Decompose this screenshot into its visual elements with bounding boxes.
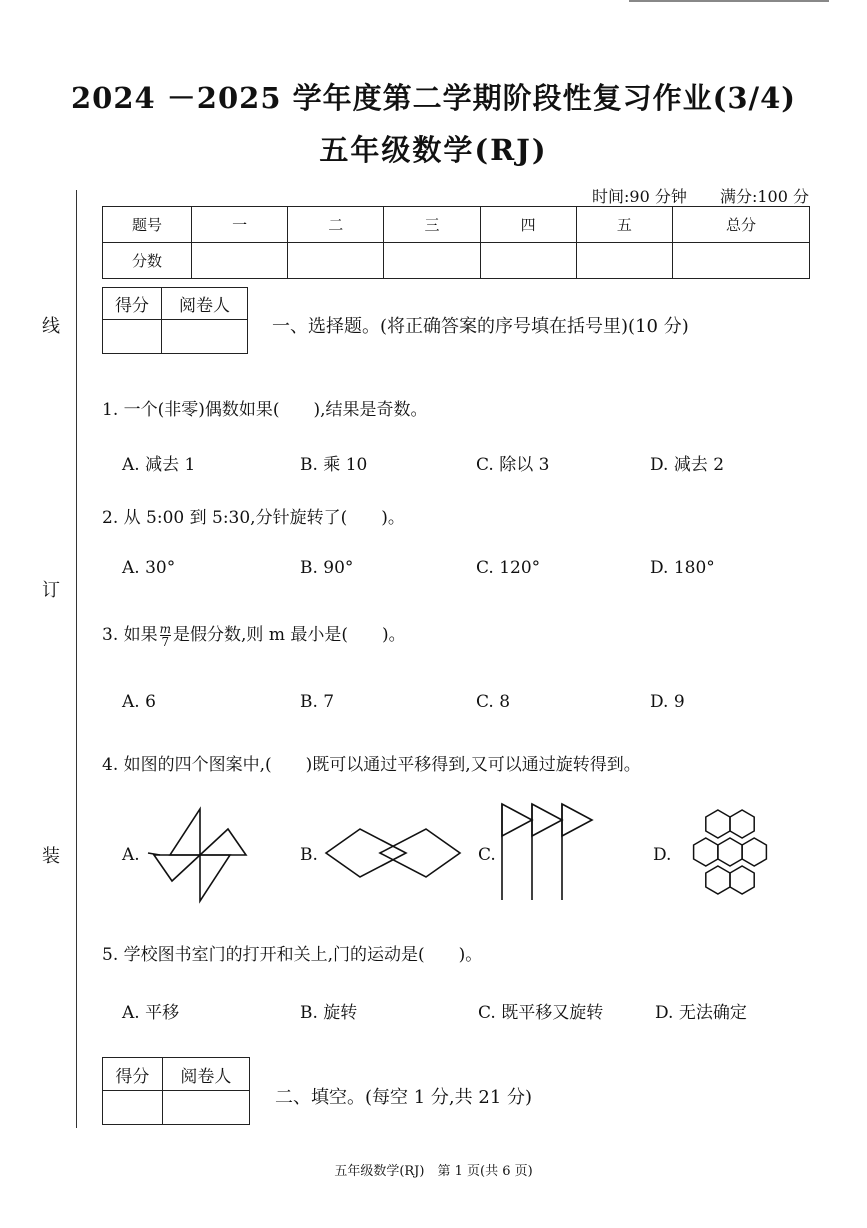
hexagon-cell bbox=[718, 838, 742, 866]
figure-b-rhombuses bbox=[322, 823, 464, 883]
q4-option-c-label: C. bbox=[478, 845, 496, 865]
hexagon-cell bbox=[706, 866, 730, 894]
binding-line bbox=[76, 190, 77, 1128]
pinwheel-blade-left bbox=[154, 855, 200, 881]
grader-score-label: 得分 bbox=[103, 288, 162, 320]
fraction-numerator: m bbox=[159, 622, 172, 636]
fraction-m-over-7 bbox=[160, 623, 171, 648]
hexagon-cell bbox=[730, 810, 754, 838]
q5-option-b: B. 旋转 bbox=[300, 1003, 358, 1023]
figure-c-flags bbox=[496, 800, 600, 904]
grader-box-1 bbox=[102, 287, 248, 354]
score-cell[interactable] bbox=[673, 243, 810, 279]
section2-title: 二、填空。(每空 1 分,共 21 分) bbox=[275, 1087, 533, 1108]
question-5: 5. 学校图书室门的打开和关上,门的运动是( )。 bbox=[102, 945, 483, 965]
q4-option-a-label: A. bbox=[122, 845, 140, 865]
binding-mark-xian: 线 bbox=[42, 316, 60, 337]
grader-reviewer-label: 阅卷人 bbox=[161, 288, 247, 320]
page-title: 2024 －2025 学年度第二学期阶段性复习作业(3/4) bbox=[70, 81, 796, 115]
q3-option-b: B. 7 bbox=[300, 692, 335, 712]
figure-d-hexagons bbox=[674, 808, 786, 896]
q3-option-a: A. 6 bbox=[122, 692, 156, 712]
q5-option-a: A. 平移 bbox=[122, 1003, 180, 1023]
figure-a-pinwheel bbox=[140, 805, 252, 905]
score-table-col: 一 bbox=[192, 207, 288, 243]
score-table-header-label: 题号 bbox=[103, 207, 192, 243]
score-table-row-label: 分数 bbox=[103, 243, 192, 279]
hexagon-cell bbox=[742, 838, 766, 866]
page-footer: 五年级数学(RJ) 第 1 页(共 6 页) bbox=[334, 1164, 533, 1179]
flag-2 bbox=[532, 804, 562, 836]
q3-stem-end: 是假分数,则 m 最小是( )。 bbox=[173, 625, 406, 645]
q1-option-c: C. 除以 3 bbox=[476, 455, 550, 475]
question-2: 2. 从 5:00 到 5:30,分针旋转了( )。 bbox=[102, 508, 405, 528]
q3-stem-start: 3. 如果 bbox=[102, 625, 158, 645]
question-3 bbox=[102, 620, 406, 648]
q5-option-d: D. 无法确定 bbox=[655, 1003, 747, 1023]
q3-option-d: D. 9 bbox=[650, 692, 685, 712]
score-table-col: 二 bbox=[288, 207, 384, 243]
score-cell[interactable] bbox=[192, 243, 288, 279]
section1-title: 一、选择题。(将正确答案的序号填在括号里)(10 分) bbox=[272, 316, 689, 337]
grader-reviewer-cell[interactable] bbox=[162, 1091, 249, 1125]
q1-option-a: A. 减去 1 bbox=[122, 455, 196, 475]
hexagon-cell bbox=[730, 866, 754, 894]
hexagon-cell bbox=[694, 838, 718, 866]
score-cell[interactable] bbox=[384, 243, 480, 279]
grader-score-cell[interactable] bbox=[103, 320, 162, 354]
grader-reviewer-label: 阅卷人 bbox=[162, 1058, 249, 1091]
question-1: 1. 一个(非零)偶数如果( ),结果是奇数。 bbox=[102, 400, 428, 420]
fraction-denominator: 7 bbox=[161, 635, 170, 649]
flag-3 bbox=[562, 804, 592, 836]
score-cell[interactable] bbox=[480, 243, 576, 279]
q4-option-b-label: B. bbox=[300, 845, 318, 865]
pinwheel-blade-top bbox=[170, 809, 200, 855]
q2-option-d: D. 180° bbox=[650, 558, 715, 578]
q5-option-c: C. 既平移又旋转 bbox=[478, 1003, 604, 1023]
scan-edge-line bbox=[629, 0, 829, 2]
binding-mark-ding: 订 bbox=[42, 580, 60, 601]
score-table-col-total: 总分 bbox=[673, 207, 810, 243]
binding-mark-zhuang: 装 bbox=[42, 846, 60, 867]
grader-reviewer-cell[interactable] bbox=[161, 320, 247, 354]
score-table-col: 四 bbox=[480, 207, 576, 243]
score-table-col: 五 bbox=[576, 207, 672, 243]
exam-time: 时间:90 分钟 bbox=[592, 187, 687, 206]
grader-box-2 bbox=[102, 1057, 250, 1125]
page-subtitle: 五年级数学(RJ) bbox=[319, 133, 548, 167]
grader-score-cell[interactable] bbox=[103, 1091, 163, 1125]
q3-option-c: C. 8 bbox=[476, 692, 511, 712]
pinwheel-blade-bottom bbox=[200, 855, 230, 901]
exam-meta bbox=[564, 184, 809, 207]
rhombus-right bbox=[380, 829, 460, 877]
flag-1 bbox=[502, 804, 532, 836]
q1-option-b: B. 乘 10 bbox=[300, 455, 368, 475]
q4-option-d-label: D. bbox=[653, 845, 672, 865]
pinwheel-blade-right bbox=[200, 829, 246, 855]
question-4: 4. 如图的四个图案中,( )既可以通过平移得到,又可以通过旋转得到。 bbox=[102, 755, 641, 775]
score-cell[interactable] bbox=[576, 243, 672, 279]
score-table bbox=[102, 206, 810, 279]
q2-option-b: B. 90° bbox=[300, 558, 354, 578]
q2-option-c: C. 120° bbox=[476, 558, 541, 578]
rhombus-left bbox=[326, 829, 406, 877]
grader-score-label: 得分 bbox=[103, 1058, 163, 1091]
exam-full-score: 满分:100 分 bbox=[719, 187, 809, 206]
score-table-col: 三 bbox=[384, 207, 480, 243]
hexagon-cell bbox=[706, 810, 730, 838]
q1-option-d: D. 减去 2 bbox=[650, 455, 725, 475]
score-cell[interactable] bbox=[288, 243, 384, 279]
q2-option-a: A. 30° bbox=[122, 558, 176, 578]
